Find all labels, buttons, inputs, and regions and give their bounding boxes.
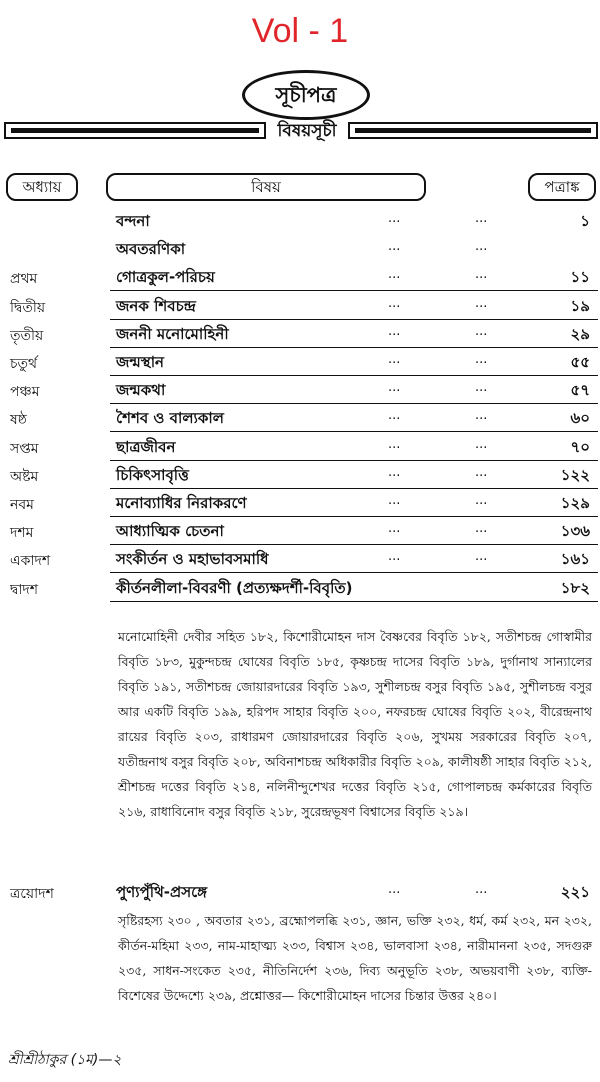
toc-row — [0, 348, 600, 376]
toc-leader: ... — [475, 408, 488, 424]
toc-leader: ... — [475, 521, 488, 537]
toc-title: বন্দনা — [116, 212, 150, 230]
toc-chapter: দ্বাদশ — [10, 581, 39, 598]
toc-page: ২৯ — [570, 324, 590, 343]
toc-leader: ... — [475, 493, 488, 508]
toc-leader: ... — [475, 267, 488, 283]
toc-chapter: দশম — [10, 525, 34, 542]
row-underline — [110, 601, 598, 602]
page-subtitle: বিষয়সূচী — [277, 121, 337, 141]
toc-chapter: দ্বিতীয় — [10, 299, 46, 316]
toc-chapter: ত্রয়োদশ — [10, 886, 54, 902]
toc-page: ২২১ — [560, 883, 590, 901]
toc-leader: ... — [475, 239, 488, 255]
toc-page: ১৬১ — [560, 550, 590, 569]
toc-leader: ... — [388, 323, 401, 339]
page-footer: শ্রীশ্রীঠাকুর (১ম)—২ — [8, 1052, 122, 1068]
toc-title: জন্মকথা — [116, 381, 166, 400]
toc-leader: ... — [388, 882, 401, 897]
toc-leader: ... — [475, 380, 488, 396]
toc-chapter: অষ্টম — [10, 468, 39, 485]
toc-row — [0, 404, 600, 432]
toc-title: মনোব্যাধির নিরাকরণে — [116, 494, 247, 512]
toc-title: ছাত্রজীবন — [116, 437, 176, 456]
toc-chapter: পঞ্চম — [10, 384, 40, 401]
toc-page: ৫৭ — [570, 381, 590, 400]
toc-row — [0, 207, 600, 235]
toc-leader: ... — [388, 211, 401, 226]
toc-title: গোত্রকুল-পরিচয় — [116, 268, 215, 287]
toc-chapter: ষষ্ঠ — [10, 412, 27, 429]
toc-leader: ... — [475, 211, 488, 226]
toc-title: সংকীর্তন ও মহাভাবসমাধি — [116, 550, 269, 569]
toc-leader: ... — [388, 436, 401, 452]
page-title: সূচীপত্র — [242, 70, 370, 120]
toc-leader: ... — [475, 464, 488, 480]
toc-leader: ... — [475, 436, 488, 452]
toc-title: অবতরণিকা — [116, 240, 186, 259]
toc-leader: ... — [475, 295, 488, 311]
toc-row — [0, 878, 600, 906]
toc-leader: ... — [388, 380, 401, 396]
chapter-twelve-details: মনোমোহিনী দেবীর সহিত ১৮২, কিশোরীমোহন দাস বৈষ্ণবের বিবৃতি ১৮২, সতীশচন্দ্র গোস্বামীর বিবৃতি ১৮৩, মুকুন্দচন্দ্র ঘোষের বিবৃতি ১৮৫, কৃষ্ণচন্দ্র দাসের বিবৃতি ১৮৯, দুর্গানাথ সান্যালের বিবৃতি ১৯১, সতীশচন্দ্র জোয়ারদারের বিবৃতি ১৯৩, সুশীলচন্দ্র বসুর বিবৃতি ১৯৫, সুশীলচন্দ্র বসুর আর একটি বিবৃতি ১৯৯, হরিপদ সাহার বিবৃতি ২০০, নফরচন্দ্র ঘোষের বিবৃতি ২০২, বীরেন্দ্রনাথ রায়ের বিবৃতি ২০৩, রাধারমণ জোয়ারদারের বিবৃতি ২০৬, সুখময় সরকারের বিবৃতি ২০৭, যতীন্দ্রনাথ বসুর বিবৃতি ২০৮, অবিনাশচন্দ্র অধিকারীর বিবৃতি ২০৯, কালীষষ্ঠী সাহার বিবৃতি ২১২, শ্রীশচন্দ্র দত্তের বিবৃতি ২১৪, নলিনীন্দুশেখর দত্তের বিবৃতি ২১৫, গোপালচন্দ্র কর্মকারের বিবৃতি ২১৬, রাধাবিনোদ বসুর বিবৃতি ২১৮, সুরেন্দ্রভূষণ বিশ্বাসের বিবৃতি ২১৯। — [118, 629, 592, 819]
title-bar-right — [348, 122, 598, 139]
toc-row — [0, 574, 600, 602]
column-header-subject: বিষয় — [106, 173, 426, 201]
toc-leader: ... — [388, 464, 401, 480]
toc-row — [0, 489, 600, 517]
toc-title: শৈশব ও বাল্যকাল — [116, 409, 224, 428]
toc-title: পুণ্যপুঁথি-প্রসঙ্গে — [116, 883, 208, 901]
chapter-thirteen-details: সৃষ্টিরহস্য ২৩০ , অবতার ২৩১, ব্রহ্মোপলব্ধি ২৩১, জ্ঞান, ভক্তি ২৩২, ধর্ম, কর্ম ২৩২, মন ২৩২, কীর্তন-মহিমা ২৩৩, নাম-মাহাত্ম্য ২৩৩, বিশ্বাস ২৩৪, ভালবাসা ২৩৪, নারীমাননা ২৩৫, সদগুরু ২৩৫, সাধন-সংকেত ২৩৫, নীতিনির্দেশ ২৩৬, দিব্য অনুভূতি ২৩৮, অভয়বাণী ২৩৮, ব্যক্তি-বিশেষের উদ্দেশ্যে ২৩৯, প্রশ্নোত্তর— কিশোরীমোহন দাসের চিন্তার উত্তর ২৪০। — [118, 913, 592, 1003]
toc-row — [0, 376, 600, 404]
toc-title: জন্মস্থান — [116, 353, 165, 371]
toc-leader: ... — [388, 239, 401, 255]
toc-leader: ... — [475, 882, 488, 897]
toc-row — [0, 320, 600, 348]
toc-row — [0, 263, 600, 291]
toc-chapter: তৃতীয় — [10, 327, 44, 344]
toc-page: ১৩৬ — [560, 522, 590, 541]
toc-page: ১ — [580, 212, 590, 230]
toc-chapter: প্রথম — [10, 271, 38, 288]
toc-page: ৫৫ — [570, 353, 590, 371]
toc-row — [0, 545, 600, 573]
toc-row — [0, 433, 600, 461]
toc-leader: ... — [388, 549, 401, 565]
column-header-chapter: অধ্যায় — [6, 173, 78, 201]
toc-title: জনক শিবচন্দ্র — [116, 296, 196, 315]
toc-leader: ... — [475, 323, 488, 339]
toc-leader: ... — [475, 549, 488, 565]
toc-chapter: চতুর্থ — [10, 356, 38, 372]
toc-row — [0, 461, 600, 489]
toc-page: ১১ — [570, 268, 590, 287]
toc-page: ১৯ — [570, 296, 590, 315]
toc-page: ৬০ — [570, 409, 590, 428]
toc-leader: ... — [388, 521, 401, 537]
toc-leader: ... — [475, 352, 488, 367]
column-header-page: পত্রাঙ্ক — [528, 173, 596, 201]
toc-title: চিকিৎসাবৃত্তি — [116, 465, 189, 484]
toc-page: ১২৯ — [560, 494, 590, 512]
toc-leader: ... — [388, 493, 401, 508]
toc-row — [0, 235, 600, 263]
toc-title: আধ্যাত্মিক চেতনা — [116, 522, 224, 541]
toc-leader: ... — [388, 408, 401, 424]
toc-title: কীর্তনলীলা-বিবরণী (প্রত্যক্ষদর্শী-বিবৃতি) — [116, 578, 353, 597]
toc-chapter: সপ্তম — [10, 440, 39, 457]
title-bar-left — [4, 122, 266, 139]
toc-chapter: একাদশ — [10, 553, 51, 570]
toc-chapter: নবম — [10, 497, 34, 513]
toc-page: ৭০ — [570, 437, 590, 456]
toc-page: ১৮২ — [560, 578, 590, 597]
toc-leader: ... — [388, 267, 401, 283]
toc-row — [0, 517, 600, 545]
toc-leader: ... — [388, 295, 401, 311]
volume-label: Vol - 1 — [251, 12, 349, 50]
toc-page: ১২২ — [560, 465, 590, 484]
toc-row — [0, 292, 600, 320]
toc-leader: ... — [388, 352, 401, 367]
toc-title: জননী মনোমোহিনী — [116, 324, 229, 343]
